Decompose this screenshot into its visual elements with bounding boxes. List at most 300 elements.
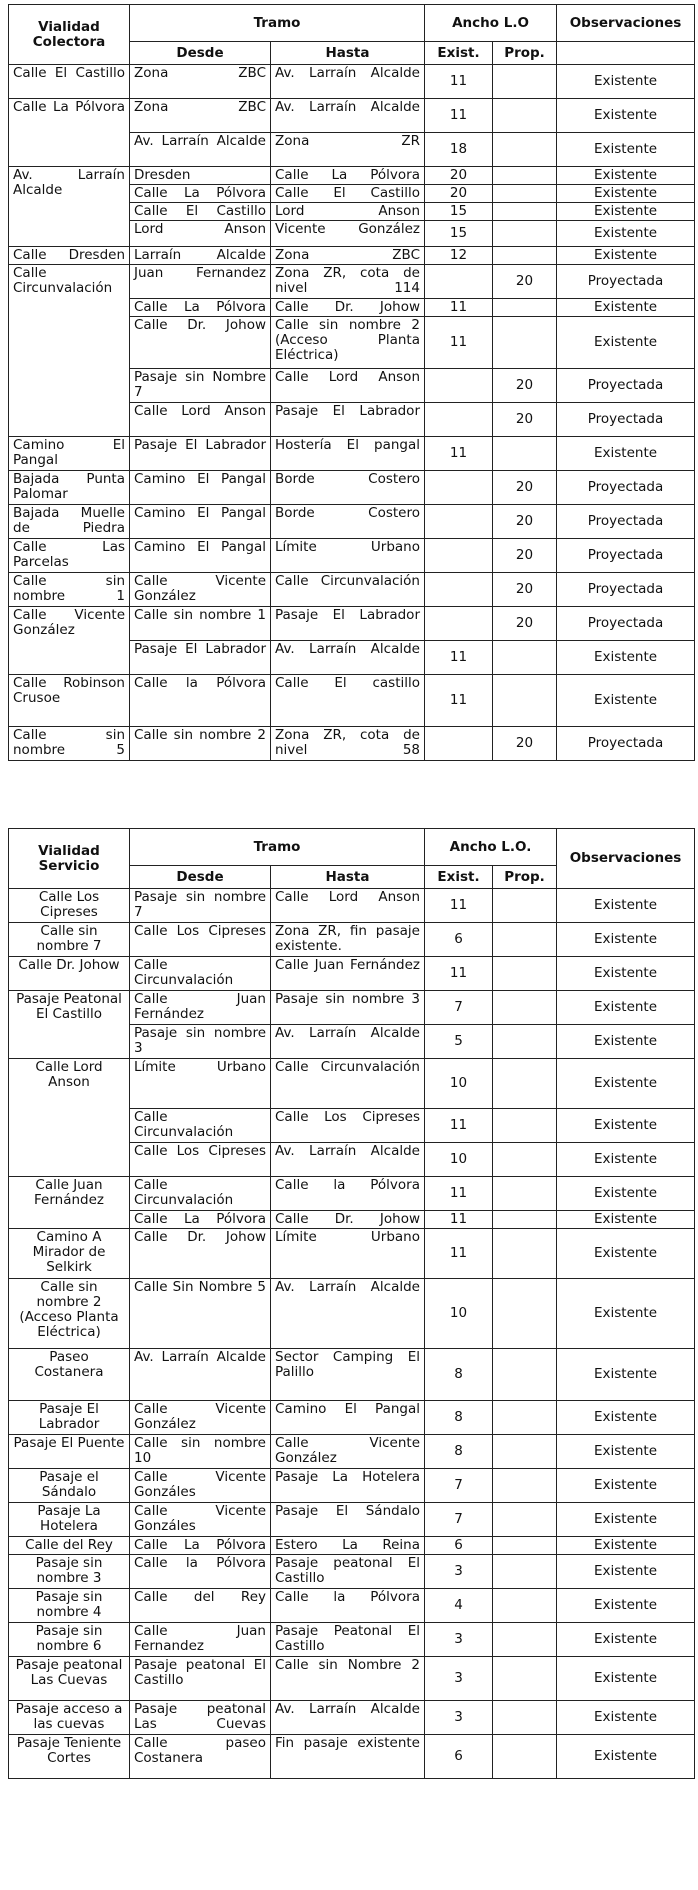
observacion: Proyectada [557, 505, 695, 539]
tramo-hasta: Zona ZBC [271, 247, 425, 265]
ancho-prop: 20 [493, 471, 557, 505]
header-hasta: Hasta [271, 42, 425, 65]
table-row [9, 991, 695, 1025]
header-exist: Exist. [425, 866, 493, 889]
ancho-exist [425, 607, 493, 641]
observacion: Existente [557, 1469, 695, 1503]
vialidad-name: Calle Las Parcelas [9, 539, 130, 573]
observacion: Proyectada [557, 265, 695, 299]
table-row [9, 1735, 695, 1779]
observacion: Existente [557, 1229, 695, 1279]
vialidad-name: Pasaje peatonal Las Cuevas [9, 1657, 130, 1701]
tramo-desde: Calle Circunvalación [130, 1177, 271, 1211]
ancho-prop [493, 1657, 557, 1701]
tramo-desde: Calle Los Cipreses [130, 923, 271, 957]
tramo-desde: Camino El Pangal [130, 471, 271, 505]
tramo-hasta: Av. Larraín Alcalde [271, 1701, 425, 1735]
table-row [9, 265, 695, 299]
ancho-prop [493, 1623, 557, 1657]
vialidad-name: Calle sin nombre 5 [9, 727, 130, 761]
tramo-desde: Calle La Pólvora [130, 185, 271, 203]
tramo-hasta: Pasaje El Labrador [271, 607, 425, 641]
ancho-exist: 11 [425, 65, 493, 99]
ancho-exist: 8 [425, 1435, 493, 1469]
table-row [9, 539, 695, 573]
ancho-exist: 11 [425, 641, 493, 675]
observacion: Existente [557, 1503, 695, 1537]
tramo-desde: Camino El Pangal [130, 505, 271, 539]
table-row [9, 1401, 695, 1435]
vialidad-name: Calle Los Cipreses [9, 889, 130, 923]
ancho-prop [493, 1401, 557, 1435]
vialidad-name: Pasaje Teniente Cortes [9, 1735, 130, 1779]
ancho-exist: 3 [425, 1623, 493, 1657]
tramo-hasta: Calle sin Nombre 2 [271, 1657, 425, 1701]
ancho-exist: 11 [425, 1229, 493, 1279]
ancho-exist: 11 [425, 675, 493, 727]
ancho-exist: 7 [425, 1469, 493, 1503]
ancho-prop [493, 1469, 557, 1503]
tramo-desde: Larraín Alcalde [130, 247, 271, 265]
tramo-desde: Pasaje peatonal Las Cuevas [130, 1701, 271, 1735]
tramo-desde: Calle La Pólvora [130, 1211, 271, 1229]
ancho-exist [425, 265, 493, 299]
tramo-hasta: Av. Larraín Alcalde [271, 1143, 425, 1177]
header-vialidad: Vialidad Servicio [9, 829, 130, 889]
ancho-prop [493, 437, 557, 471]
tramo-hasta: Calle Juan Fernández [271, 957, 425, 991]
tramo-hasta: Hostería El pangal [271, 437, 425, 471]
tramo-desde: Av. Larraín Alcalde [130, 1349, 271, 1401]
header-tramo: Tramo [130, 5, 425, 42]
vialidad-name: Pasaje El Puente [9, 1435, 130, 1469]
header-ancho: Ancho L.O. [425, 829, 557, 866]
ancho-prop [493, 1143, 557, 1177]
observacion: Proyectada [557, 369, 695, 403]
observacion: Existente [557, 923, 695, 957]
tramo-hasta: Calle El castillo [271, 675, 425, 727]
tramo-hasta: Pasaje El Sándalo [271, 1503, 425, 1537]
ancho-exist: 10 [425, 1059, 493, 1109]
ancho-exist: 20 [425, 167, 493, 185]
table-row [9, 1059, 695, 1109]
table-row [9, 1701, 695, 1735]
vialidad-name: Calle Dr. Johow [9, 957, 130, 991]
vialidad-name: Calle Lord Anson [9, 1059, 130, 1177]
tramo-hasta: Calle la Pólvora [271, 1589, 425, 1623]
tramo-desde: Av. Larraín Alcalde [130, 133, 271, 167]
observacion: Existente [557, 203, 695, 221]
vialidad-name: Av. Larraín Alcalde [9, 167, 130, 247]
table-row [9, 1435, 695, 1469]
tramo-desde: Calle Circunvalación [130, 957, 271, 991]
ancho-exist: 7 [425, 991, 493, 1025]
tramo-hasta: Calle Lord Anson [271, 369, 425, 403]
ancho-prop [493, 675, 557, 727]
ancho-prop [493, 1735, 557, 1779]
tramo-desde: Calle El Castillo [130, 203, 271, 221]
tramo-desde: Calle del Rey [130, 1589, 271, 1623]
ancho-exist: 4 [425, 1589, 493, 1623]
vialidad-name: Pasaje el Sándalo [9, 1469, 130, 1503]
ancho-prop [493, 1349, 557, 1401]
tramo-desde: Calle sin nombre 2 [130, 727, 271, 761]
ancho-exist [425, 369, 493, 403]
header-observaciones: Observaciones [557, 829, 695, 889]
tramo-desde: Pasaje El Labrador [130, 437, 271, 471]
tramo-desde: Calle Lord Anson [130, 403, 271, 437]
ancho-prop [493, 1279, 557, 1349]
vialidad-name: Camino El Pangal [9, 437, 130, 471]
observacion: Existente [557, 99, 695, 133]
observacion: Existente [557, 1537, 695, 1555]
header-desde: Desde [130, 42, 271, 65]
tramo-desde: Pasaje sin nombre 3 [130, 1025, 271, 1059]
tramo-hasta: Calle Lord Anson [271, 889, 425, 923]
header-observaciones: Observaciones [557, 5, 695, 42]
tramo-hasta: Camino El Pangal [271, 1401, 425, 1435]
ancho-prop [493, 1435, 557, 1469]
vialidad-name: Calle Vicente González [9, 607, 130, 675]
table-row [9, 727, 695, 761]
tramo-hasta: Av. Larraín Alcalde [271, 641, 425, 675]
table-row [9, 471, 695, 505]
table-row [9, 1537, 695, 1555]
vialidad-name: Pasaje Peatonal El Castillo [9, 991, 130, 1059]
table-row [9, 889, 695, 923]
ancho-prop [493, 1229, 557, 1279]
table-row [9, 1349, 695, 1401]
tramo-desde: Calle Vicente Gonzáles [130, 1469, 271, 1503]
vialidad-name: Calle del Rey [9, 1537, 130, 1555]
tramo-hasta: Calle Circunvalación [271, 573, 425, 607]
ancho-exist: 20 [425, 185, 493, 203]
header-obs-blank [557, 42, 695, 65]
tramo-desde: Calle Dr. Johow [130, 317, 271, 369]
observacion: Proyectada [557, 573, 695, 607]
header-prop: Prop. [493, 42, 557, 65]
header-tramo: Tramo [130, 829, 425, 866]
tramo-hasta: Calle la Pólvora [271, 1177, 425, 1211]
ancho-exist: 7 [425, 1503, 493, 1537]
tramo-desde: Calle Sin Nombre 5 [130, 1279, 271, 1349]
observacion: Proyectada [557, 471, 695, 505]
vialidad-name: Bajada Punta Palomar [9, 471, 130, 505]
ancho-exist: 10 [425, 1279, 493, 1349]
ancho-prop [493, 641, 557, 675]
tramo-hasta: Calle Vicente González [271, 1435, 425, 1469]
tramo-desde: Calle La Pólvora [130, 1537, 271, 1555]
table-row [9, 1177, 695, 1211]
tramo-hasta: Pasaje El Labrador [271, 403, 425, 437]
vialidad-name: Calle sin nombre 2 (Acceso Planta Eléctrica) [9, 1279, 130, 1349]
ancho-exist: 11 [425, 299, 493, 317]
ancho-prop [493, 889, 557, 923]
table-row [9, 167, 695, 185]
header-hasta: Hasta [271, 866, 425, 889]
header-ancho: Ancho L.O [425, 5, 557, 42]
ancho-prop [493, 1025, 557, 1059]
tramo-hasta: Av. Larraín Alcalde [271, 65, 425, 99]
observacion: Proyectada [557, 727, 695, 761]
tramo-hasta: Zona ZR, cota de nivel 58 [271, 727, 425, 761]
ancho-exist: 15 [425, 203, 493, 221]
tramo-hasta: Pasaje peatonal El Castillo [271, 1555, 425, 1589]
table-row [9, 65, 695, 99]
ancho-exist: 12 [425, 247, 493, 265]
ancho-prop [493, 1211, 557, 1229]
vialidad-name: Pasaje sin nombre 6 [9, 1623, 130, 1657]
vialidad-servicio-table [8, 828, 695, 1779]
ancho-prop [493, 1503, 557, 1537]
tramo-hasta: Zona ZR [271, 133, 425, 167]
tramo-hasta: Pasaje Peatonal El Castillo [271, 1623, 425, 1657]
observacion: Existente [557, 221, 695, 247]
tramo-desde: Calle la Pólvora [130, 1555, 271, 1589]
vialidad-name: Calle Dresden [9, 247, 130, 265]
table-row [9, 99, 695, 133]
tramo-desde: Calle Vicente González [130, 1401, 271, 1435]
ancho-exist: 11 [425, 1211, 493, 1229]
table-row [9, 1589, 695, 1623]
vialidad-name: Calle sin nombre 1 [9, 573, 130, 607]
observacion: Existente [557, 675, 695, 727]
vialidad-name: Calle El Castillo [9, 65, 130, 99]
tramo-desde: Calle Juan Fernández [130, 991, 271, 1025]
observacion: Existente [557, 247, 695, 265]
tramo-hasta: Pasaje La Hotelera [271, 1469, 425, 1503]
vialidad-name: Paseo Costanera [9, 1349, 130, 1401]
observacion: Existente [557, 889, 695, 923]
ancho-prop [493, 991, 557, 1025]
ancho-prop [493, 1109, 557, 1143]
observacion: Existente [557, 133, 695, 167]
tramo-desde: Camino El Pangal [130, 539, 271, 573]
ancho-exist: 11 [425, 317, 493, 369]
tramo-hasta: Av. Larraín Alcalde [271, 99, 425, 133]
ancho-exist: 8 [425, 1401, 493, 1435]
tramo-hasta: Calle Dr. Johow [271, 299, 425, 317]
table-row [9, 1623, 695, 1657]
table-row [9, 505, 695, 539]
ancho-prop: 20 [493, 265, 557, 299]
tramo-desde: Dresden [130, 167, 271, 185]
vialidad-colectora-table [8, 4, 695, 761]
ancho-prop [493, 247, 557, 265]
table-row [9, 1657, 695, 1701]
vialidad-name: Pasaje sin nombre 4 [9, 1589, 130, 1623]
observacion: Existente [557, 991, 695, 1025]
ancho-exist [425, 539, 493, 573]
ancho-prop: 20 [493, 573, 557, 607]
tramo-hasta: Borde Costero [271, 505, 425, 539]
observacion: Existente [557, 65, 695, 99]
table-row [9, 1279, 695, 1349]
observacion: Existente [557, 1211, 695, 1229]
tramo-hasta: Borde Costero [271, 471, 425, 505]
ancho-prop [493, 167, 557, 185]
vialidad-name: Calle La Pólvora [9, 99, 130, 167]
vialidad-name: Calle Juan Fernández [9, 1177, 130, 1229]
observacion: Existente [557, 1701, 695, 1735]
ancho-prop [493, 65, 557, 99]
table-row [9, 1229, 695, 1279]
ancho-exist: 18 [425, 133, 493, 167]
observacion: Existente [557, 641, 695, 675]
header-exist: Exist. [425, 42, 493, 65]
ancho-prop [493, 99, 557, 133]
ancho-prop [493, 1701, 557, 1735]
observacion: Existente [557, 1059, 695, 1109]
tramo-hasta: Estero La Reina [271, 1537, 425, 1555]
ancho-exist: 3 [425, 1701, 493, 1735]
ancho-prop: 20 [493, 403, 557, 437]
tramo-hasta: Límite Urbano [271, 539, 425, 573]
vialidad-name: Calle Robinson Crusoe [9, 675, 130, 727]
tramo-hasta: Calle sin nombre 2 (Acceso Planta Eléctrica) [271, 317, 425, 369]
observacion: Existente [557, 1555, 695, 1589]
observacion: Existente [557, 957, 695, 991]
vialidad-name: Pasaje acceso a las cuevas [9, 1701, 130, 1735]
tramo-hasta: Límite Urbano [271, 1229, 425, 1279]
tramo-desde: Calle La Pólvora [130, 299, 271, 317]
observacion: Existente [557, 317, 695, 369]
table-row [9, 1469, 695, 1503]
vialidad-name: Bajada Muelle de Piedra [9, 505, 130, 539]
tramo-desde: Calle Vicente Gonzáles [130, 1503, 271, 1537]
table-row [9, 607, 695, 641]
table-row [9, 247, 695, 265]
tramo-hasta: Vicente González [271, 221, 425, 247]
tramo-desde: Calle Vicente González [130, 573, 271, 607]
tramo-desde: Pasaje sin Nombre 7 [130, 369, 271, 403]
tramo-hasta: Pasaje sin nombre 3 [271, 991, 425, 1025]
ancho-exist: 6 [425, 923, 493, 957]
ancho-prop: 20 [493, 505, 557, 539]
ancho-exist: 6 [425, 1537, 493, 1555]
ancho-prop [493, 185, 557, 203]
ancho-prop [493, 957, 557, 991]
table-row [9, 957, 695, 991]
tramo-hasta: Av. Larraín Alcalde [271, 1279, 425, 1349]
table-row [9, 573, 695, 607]
tramo-desde: Calle Los Cipreses [130, 1143, 271, 1177]
observacion: Existente [557, 1623, 695, 1657]
ancho-exist [425, 471, 493, 505]
ancho-prop [493, 1177, 557, 1211]
tramo-hasta: Calle Circunvalación [271, 1059, 425, 1109]
observacion: Existente [557, 167, 695, 185]
vialidad-name: Pasaje sin nombre 3 [9, 1555, 130, 1589]
ancho-exist: 8 [425, 1349, 493, 1401]
ancho-exist: 11 [425, 957, 493, 991]
observacion: Existente [557, 1657, 695, 1701]
tramo-desde: Zona ZBC [130, 99, 271, 133]
ancho-exist: 15 [425, 221, 493, 247]
ancho-exist: 11 [425, 437, 493, 471]
table-row [9, 1503, 695, 1537]
observacion: Existente [557, 1735, 695, 1779]
tramo-hasta: Calle El Castillo [271, 185, 425, 203]
ancho-prop: 20 [493, 539, 557, 573]
tramo-hasta: Calle Los Cipreses [271, 1109, 425, 1143]
table-row [9, 675, 695, 727]
vialidad-name: Pasaje El Labrador [9, 1401, 130, 1435]
tramo-hasta: Lord Anson [271, 203, 425, 221]
ancho-exist [425, 727, 493, 761]
ancho-prop [493, 923, 557, 957]
table-row [9, 1555, 695, 1589]
ancho-exist: 11 [425, 1177, 493, 1211]
ancho-exist: 10 [425, 1143, 493, 1177]
ancho-prop [493, 1059, 557, 1109]
observacion: Existente [557, 1589, 695, 1623]
ancho-exist [425, 505, 493, 539]
tramo-hasta: Av. Larraín Alcalde [271, 1025, 425, 1059]
ancho-prop [493, 1589, 557, 1623]
ancho-prop [493, 221, 557, 247]
observacion: Proyectada [557, 539, 695, 573]
ancho-prop [493, 1555, 557, 1589]
observacion: Proyectada [557, 607, 695, 641]
observacion: Existente [557, 299, 695, 317]
vialidad-name: Pasaje La Hotelera [9, 1503, 130, 1537]
table-row [9, 923, 695, 957]
observacion: Existente [557, 1109, 695, 1143]
tramo-hasta: Sector Camping El Palillo [271, 1349, 425, 1401]
header-vialidad: Vialidad Colectora [9, 5, 130, 65]
ancho-prop: 20 [493, 607, 557, 641]
tramo-desde: Calle la Pólvora [130, 675, 271, 727]
tramo-desde: Calle sin nombre 10 [130, 1435, 271, 1469]
tramo-desde: Pasaje peatonal El Castillo [130, 1657, 271, 1701]
ancho-exist [425, 573, 493, 607]
header-desde: Desde [130, 866, 271, 889]
tramo-desde: Calle Dr. Johow [130, 1229, 271, 1279]
ancho-exist: 11 [425, 889, 493, 923]
observacion: Existente [557, 185, 695, 203]
tramo-hasta: Calle Dr. Johow [271, 1211, 425, 1229]
vialidad-name: Calle Circunvalación [9, 265, 130, 437]
ancho-exist: 3 [425, 1555, 493, 1589]
tramo-desde: Calle sin nombre 1 [130, 607, 271, 641]
tramo-hasta: Calle La Pólvora [271, 167, 425, 185]
header-prop: Prop. [493, 866, 557, 889]
tramo-desde: Calle Circunvalación [130, 1109, 271, 1143]
observacion: Existente [557, 1349, 695, 1401]
ancho-prop: 20 [493, 369, 557, 403]
ancho-exist: 11 [425, 99, 493, 133]
ancho-prop [493, 1537, 557, 1555]
ancho-prop [493, 299, 557, 317]
ancho-prop: 20 [493, 727, 557, 761]
ancho-exist: 6 [425, 1735, 493, 1779]
ancho-exist: 3 [425, 1657, 493, 1701]
tramo-desde: Juan Fernandez [130, 265, 271, 299]
observacion: Existente [557, 1025, 695, 1059]
ancho-prop [493, 203, 557, 221]
tramo-desde: Lord Anson [130, 221, 271, 247]
ancho-prop [493, 133, 557, 167]
tramo-hasta: Zona ZR, cota de nivel 114 [271, 265, 425, 299]
ancho-exist: 5 [425, 1025, 493, 1059]
observacion: Existente [557, 437, 695, 471]
tramo-desde: Pasaje sin nombre 7 [130, 889, 271, 923]
observacion: Existente [557, 1435, 695, 1469]
ancho-exist [425, 403, 493, 437]
tramo-desde: Límite Urbano [130, 1059, 271, 1109]
observacion: Existente [557, 1177, 695, 1211]
